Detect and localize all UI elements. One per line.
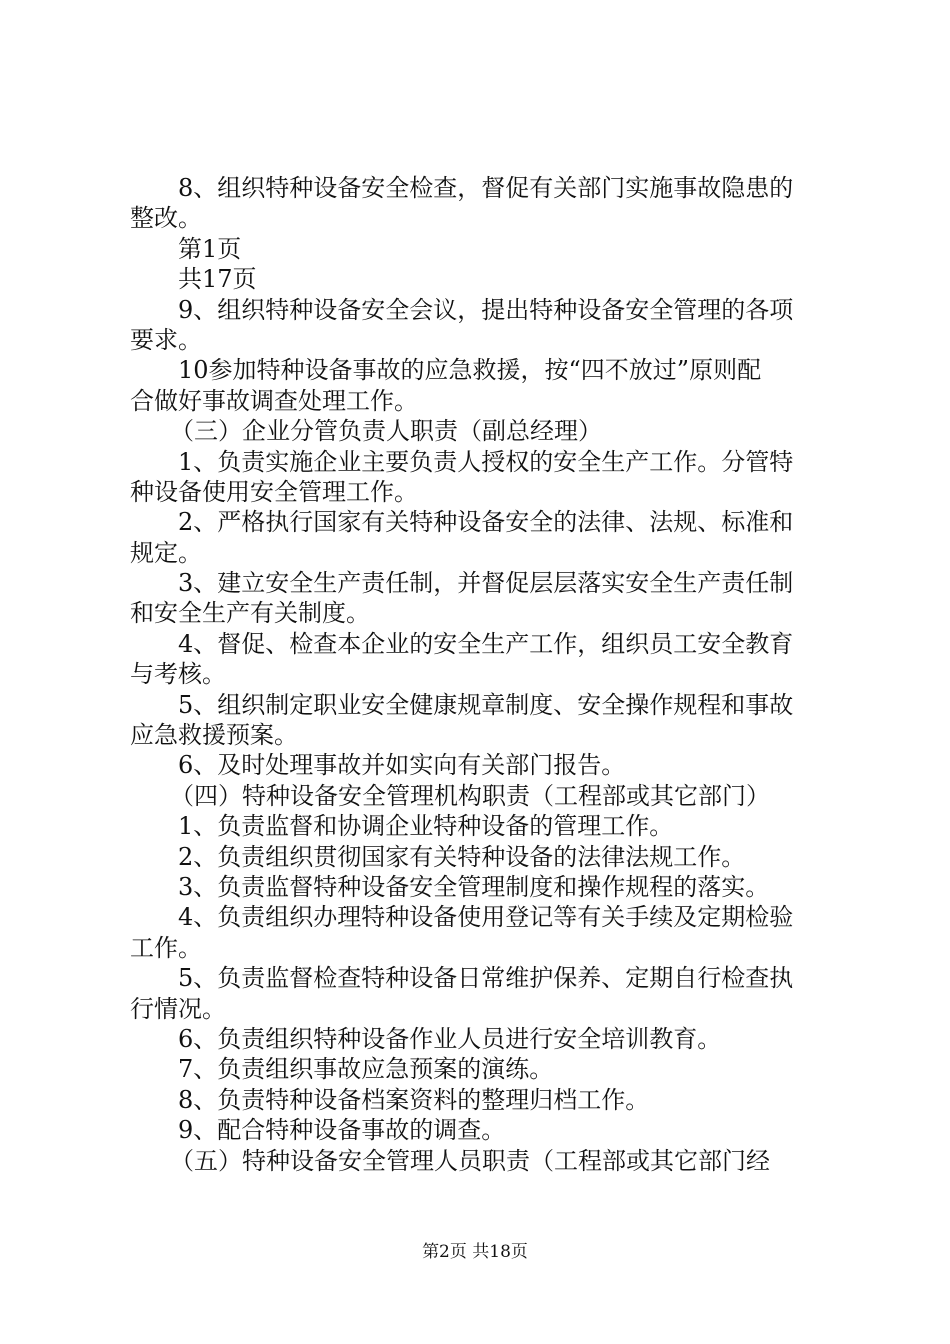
text-line: 与考核。	[130, 660, 226, 689]
text-line: 第1页	[178, 234, 242, 263]
text-line: 3、建立安全生产责任制，并督促层层落实安全生产责任制	[178, 569, 794, 598]
text-line: 行情况。	[130, 994, 226, 1023]
text-line: 4、督促、检查本企业的安全生产工作，组织员工安全教育	[178, 629, 794, 658]
text-line: 5、负责监督检查特种设备日常维护保养、定期自行检查执	[178, 964, 794, 993]
text-line: 2、严格执行国家有关特种设备安全的法律、法规、标准和	[178, 508, 794, 537]
text-line: 共17页	[178, 265, 257, 294]
text-line: 3、负责监督特种设备安全管理制度和操作规程的落实。	[178, 872, 770, 901]
page-footer: 第2页 共18页	[422, 1242, 528, 1262]
text-line: 4、负责组织办理特种设备使用登记等有关手续及定期检验	[178, 903, 794, 932]
text-line: 合做好事故调查处理工作。	[130, 386, 418, 415]
text-line: 要求。	[130, 325, 202, 354]
text-line: 工作。	[130, 933, 202, 962]
text-line: 9、组织特种设备安全会议，提出特种设备安全管理的各项	[178, 295, 794, 324]
text-line: 1、负责监督和协调企业特种设备的管理工作。	[178, 812, 674, 841]
text-line: 8、负责特种设备档案资料的整理归档工作。	[178, 1085, 650, 1114]
text-line: 8、组织特种设备安全检查，督促有关部门实施事故隐患的	[178, 174, 794, 202]
text-line: 和安全生产有关制度。	[130, 599, 370, 628]
text-line: 2、负责组织贯彻国家有关特种设备的法律法规工作。	[178, 842, 746, 871]
document-body	[130, 173, 834, 1176]
text-line: 种设备使用安全管理工作。	[130, 477, 418, 506]
text-line: 应急救援预案。	[130, 721, 298, 750]
text-line: （五）特种设备安全管理人员职责（工程部或其它部门经	[170, 1146, 770, 1175]
text-line: 10参加特种设备事故的应急救援，按“四不放过”原则配	[178, 356, 762, 385]
text-line: （三）企业分管负责人职责（副总经理）	[170, 417, 602, 446]
text-line: 6、负责组织特种设备作业人员进行安全培训教育。	[178, 1024, 722, 1053]
text-line: 5、组织制定职业安全健康规章制度、安全操作规程和事故	[178, 690, 794, 719]
text-line: 7、负责组织事故应急预案的演练。	[178, 1055, 554, 1084]
text-line: （四）特种设备安全管理机构职责（工程部或其它部门）	[170, 781, 770, 810]
text-line: 6、及时处理事故并如实向有关部门报告。	[178, 751, 626, 780]
text-line: 9、配合特种设备事故的调查。	[178, 1116, 506, 1145]
text-line: 1、负责实施企业主要负责人授权的安全生产工作。分管特	[178, 447, 794, 476]
text-line: 整改。	[130, 204, 202, 233]
text-line: 规定。	[130, 538, 202, 567]
